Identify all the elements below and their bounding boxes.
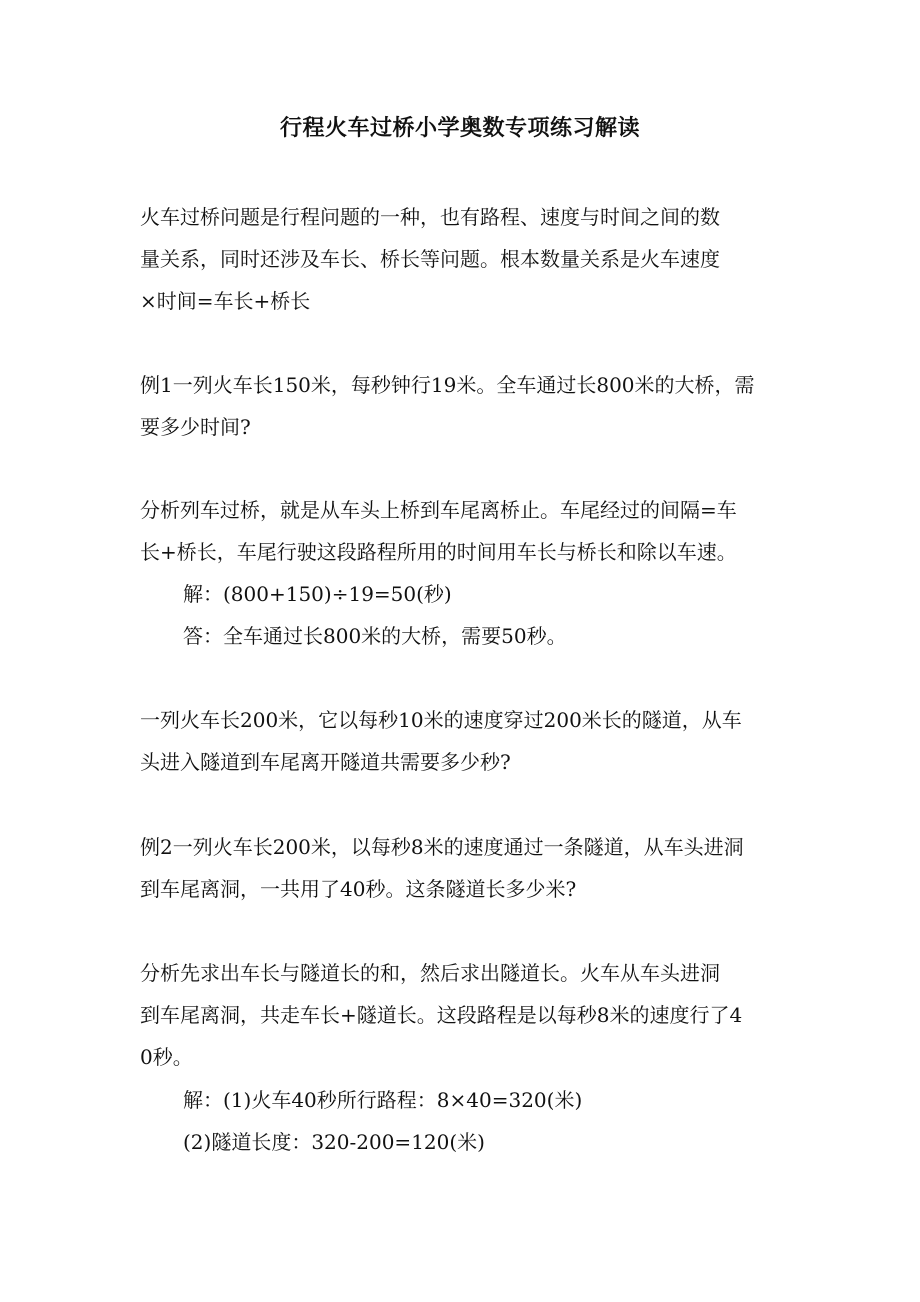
example2-question-line-2: 到车尾离洞，一共用了40秒。这条隧道长多少米?: [140, 877, 577, 901]
problem-line-1: 一列火车长200米，它以每秒10米的速度穿过200米长的隧道，从车: [140, 708, 742, 732]
example1-question-line-1: 例1一列火车长150米，每秒钟行19米。全车通过长800米的大桥，需: [140, 373, 755, 397]
example2-analysis-line-2: 到车尾离洞，共走车长+隧道长。这段路程是以每秒8米的速度行了4: [140, 1003, 743, 1027]
example2-analysis-line-3: 0秒。: [140, 1045, 193, 1069]
intro-line-2: 量关系，同时还涉及车长、桥长等问题。根本数量关系是火车速度: [140, 247, 720, 271]
example1-analysis-line-2: 长+桥长，车尾行驶这段路程所用的时间用车长与桥长和除以车速。: [140, 540, 737, 564]
example1-solution: 解：(800+150)÷19=50(秒): [183, 582, 452, 606]
intro-line-1: 火车过桥问题是行程问题的一种，也有路程、速度与时间之间的数: [140, 205, 720, 229]
example1-answer: 答：全车通过长800米的大桥，需要50秒。: [183, 624, 567, 648]
example2-question-line-1: 例2一列火车长200米，以每秒8米的速度通过一条隧道，从车头进洞: [140, 835, 744, 859]
example2-analysis-line-1: 分析先求出车长与隧道长的和，然后求出隧道长。火车从车头进洞: [140, 961, 720, 985]
example2-solution-2: (2)隧道长度：320-200=120(米): [183, 1130, 485, 1154]
document-title: 行程火车过桥小学奥数专项练习解读: [279, 115, 640, 141]
example1-question-line-2: 要多少时间?: [140, 415, 251, 439]
problem-line-2: 头进入隧道到车尾离开隧道共需要多少秒?: [140, 750, 511, 774]
intro-line-3: ×时间=车长+桥长: [140, 289, 311, 313]
example1-analysis-line-1: 分析列车过桥，就是从车头上桥到车尾离桥止。车尾经过的间隔=车: [140, 498, 737, 522]
example2-solution-1: 解：(1)火车40秒所行路程：8×40=320(米): [183, 1088, 583, 1112]
